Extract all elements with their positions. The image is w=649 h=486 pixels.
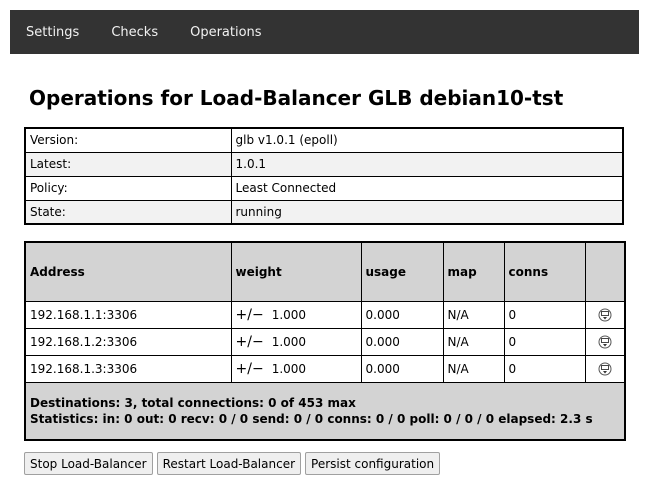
header-actions xyxy=(585,242,625,301)
cell-address: 192.168.1.3:3306 xyxy=(25,355,231,382)
cell-usage: 0.000 xyxy=(361,301,443,328)
cell-map: N/A xyxy=(443,355,504,382)
nav-checks[interactable]: Checks xyxy=(111,24,159,40)
weight-adjust-control[interactable]: +/− xyxy=(235,306,264,323)
destinations-table xyxy=(24,241,626,441)
restart-load-balancer-button[interactable]: Restart Load-Balancer xyxy=(157,452,301,475)
info-key: Policy: xyxy=(25,176,231,200)
summary-statistics: Statistics: in: 0 out: 0 recv: 0 / 0 send: 0 / 0 conns: 0 / 0 poll: 0 / 0 / 0 elapsed: 2.3 s xyxy=(30,411,593,426)
cell-usage: 0.000 xyxy=(361,328,443,355)
cell-map: N/A xyxy=(443,328,504,355)
destinations-header-row xyxy=(25,242,625,301)
table-row xyxy=(25,355,625,382)
stop-load-balancer-button[interactable]: Stop Load-Balancer xyxy=(24,452,153,475)
info-value: Least Connected xyxy=(231,176,623,200)
summary-destinations: Destinations: 3, total connections: 0 of 453 max xyxy=(30,395,356,410)
persist-configuration-button[interactable]: Persist configuration xyxy=(305,452,440,475)
weight-value: 1.000 xyxy=(271,334,307,349)
header-map: map xyxy=(443,242,504,301)
action-buttons xyxy=(24,452,440,475)
weight-value: 1.000 xyxy=(271,361,307,376)
table-row xyxy=(25,328,625,355)
cell-map: N/A xyxy=(443,301,504,328)
remove-destination-icon[interactable] xyxy=(598,362,612,376)
info-key: Latest: xyxy=(25,152,231,176)
cell-address: 192.168.1.2:3306 xyxy=(25,328,231,355)
header-usage: usage xyxy=(361,242,443,301)
cell-conns: 0 xyxy=(504,301,585,328)
info-row-state xyxy=(25,200,623,224)
weight-adjust-control[interactable]: +/− xyxy=(235,360,264,377)
cell-conns: 0 xyxy=(504,355,585,382)
remove-destination-icon[interactable] xyxy=(598,308,612,322)
nav-operations[interactable]: Operations xyxy=(190,24,262,40)
info-row-latest xyxy=(25,152,623,176)
page-title: Operations for Load-Balancer GLB debian10-tst xyxy=(29,86,564,110)
cell-weight xyxy=(231,355,361,382)
header-address: Address xyxy=(25,242,231,301)
cell-usage: 0.000 xyxy=(361,355,443,382)
cell-action xyxy=(585,355,625,382)
info-key: State: xyxy=(25,200,231,224)
info-value: running xyxy=(231,200,623,224)
cell-conns: 0 xyxy=(504,328,585,355)
cell-action xyxy=(585,328,625,355)
cell-weight xyxy=(231,301,361,328)
cell-action xyxy=(585,301,625,328)
header-weight: weight xyxy=(231,242,361,301)
info-value: 1.0.1 xyxy=(231,152,623,176)
remove-destination-icon[interactable] xyxy=(598,335,612,349)
weight-value: 1.000 xyxy=(271,307,307,322)
info-key: Version: xyxy=(25,128,231,152)
summary-cell xyxy=(25,382,625,440)
table-row xyxy=(25,301,625,328)
info-value: glb v1.0.1 (epoll) xyxy=(231,128,623,152)
cell-address: 192.168.1.1:3306 xyxy=(25,301,231,328)
info-row-policy xyxy=(25,176,623,200)
summary-row xyxy=(25,382,625,440)
info-table xyxy=(24,127,624,225)
info-row-version xyxy=(25,128,623,152)
top-navbar xyxy=(10,10,639,54)
weight-adjust-control[interactable]: +/− xyxy=(235,333,264,350)
cell-weight xyxy=(231,328,361,355)
header-conns: conns xyxy=(504,242,585,301)
nav-settings[interactable]: Settings xyxy=(26,24,80,40)
